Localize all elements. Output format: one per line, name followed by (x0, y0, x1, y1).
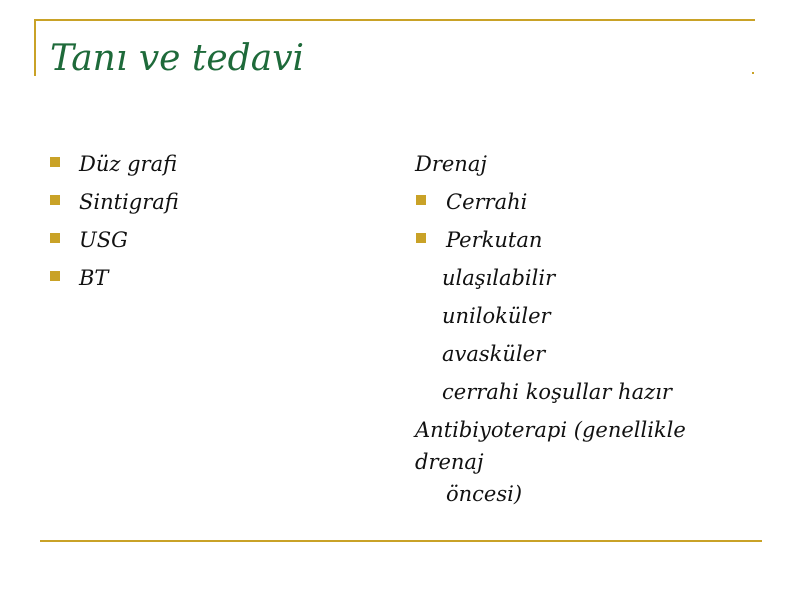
list-item (48, 145, 348, 183)
slide-title: Tanı ve tedavi (50, 38, 305, 79)
bottom-border-line (40, 540, 762, 542)
sub-item (415, 259, 765, 297)
antibiotic-therapy-text (415, 414, 755, 510)
drainage-heading-row (415, 145, 765, 183)
list-item-label: USG (79, 228, 128, 252)
list-item (48, 221, 348, 259)
sub-item (415, 373, 765, 411)
square-bullet-icon (50, 195, 60, 205)
list-item-label: Perkutan (446, 228, 543, 252)
square-bullet-icon (416, 233, 426, 243)
sub-item-label: ulaşılabilir (442, 266, 556, 290)
sub-item (415, 297, 765, 335)
sub-item (415, 335, 765, 373)
sub-item-label: uniloküler (442, 304, 551, 328)
square-bullet-icon (50, 271, 60, 281)
list-item-label: Sintigrafi (79, 190, 179, 214)
sub-item-label: avasküler (442, 342, 546, 366)
square-bullet-icon (50, 157, 60, 167)
list-item (48, 259, 348, 297)
list-item (415, 183, 765, 221)
antibiotic-line-1: Antibiyoterapi (genellikle drenaj (415, 418, 686, 474)
list-item (48, 183, 348, 221)
antibiotic-line-2: öncesi) (446, 482, 523, 506)
list-item-label: Cerrahi (446, 190, 528, 214)
corner-dot (752, 72, 754, 74)
list-item (415, 221, 765, 259)
right-column (415, 145, 765, 510)
left-border-line (34, 19, 36, 76)
sub-item-label: cerrahi koşullar hazır (442, 380, 672, 404)
list-item-label: BT (79, 266, 109, 290)
list-item-label: Düz grafi (79, 152, 178, 176)
left-column (48, 145, 348, 297)
square-bullet-icon (416, 195, 426, 205)
top-border-line (36, 19, 755, 21)
square-bullet-icon (50, 233, 60, 243)
drainage-heading: Drenaj (415, 152, 487, 176)
